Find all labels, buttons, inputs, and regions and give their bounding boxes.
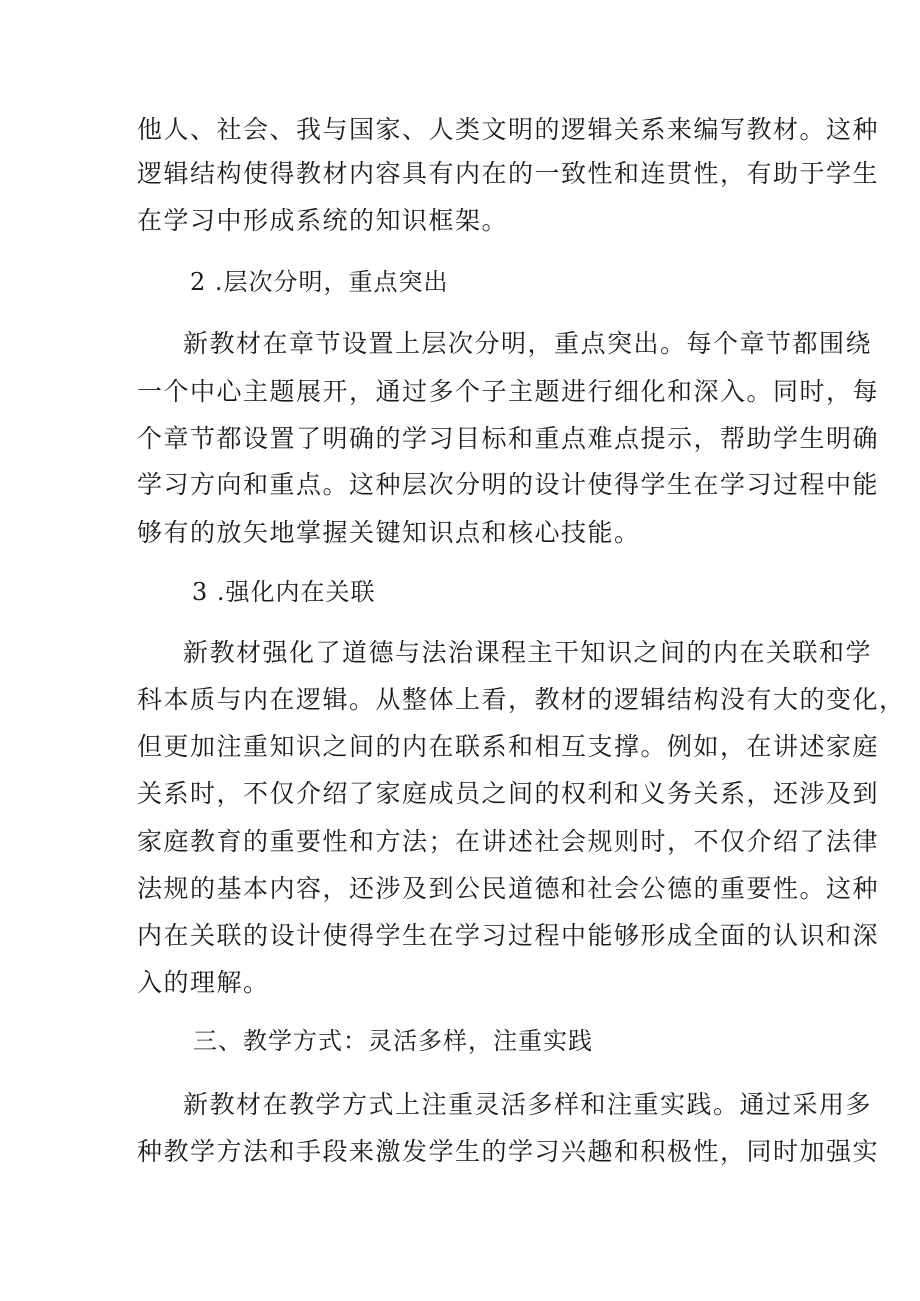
paragraph-line: 新教材强化了道德与法治课程主干知识之间的内在关联和学 <box>183 638 873 667</box>
paragraph-line: 新教材在教学方式上注重灵活多样和注重实践。通过采用多 <box>183 1090 873 1119</box>
paragraph-line: 他人、社会、我与国家、人类文明的逻辑关系来编写教材。这种 <box>137 115 880 144</box>
paragraph-line: 内在关联的设计使得学生在学习过程中能够形成全面的认识和深 <box>137 921 880 950</box>
paragraph-line: 但更加注重知识之间的内在联系和相互支撑。例如，在讲述家庭 <box>137 732 880 761</box>
paragraph-line: 种教学方法和手段来激发学生的学习兴趣和积极性，同时加强实 <box>137 1137 880 1166</box>
paragraph-line: 科本质与内在逻辑。从整体上看，教材的逻辑结构没有大的变化， <box>137 685 906 714</box>
paragraph-line: 在学习中形成系统的知识框架。 <box>137 206 509 235</box>
paragraph-line: 逻辑结构使得教材内容具有内在的一致性和连贯性，有助于学生 <box>137 159 880 188</box>
paragraph-line: 新教材在章节设置上层次分明，重点突出。每个章节都围绕 <box>183 329 873 358</box>
paragraph-line: 一个中心主题展开，通过多个子主题进行细化和深入。同时，每 <box>137 377 880 406</box>
paragraph-line: 够有的放矢地掌握关键知识点和核心技能。 <box>137 518 641 547</box>
paragraph-line: 家庭教育的重要性和方法；在讲述社会规则时，不仅介绍了法律 <box>137 827 880 856</box>
paragraph-line: 学习方向和重点。这种层次分明的设计使得学生在学习过程中能 <box>137 470 880 499</box>
subheading-2: 2 .层次分明，重点突出 <box>190 268 449 296</box>
paragraph-line: 入的理解。 <box>137 968 270 997</box>
subheading-3: 3 .强化内在关联 <box>192 578 376 606</box>
paragraph-line: 法规的基本内容，还涉及到公民道德和社会公德的重要性。这种 <box>137 874 880 903</box>
section-heading: 三、教学方式：灵活多样，注重实践 <box>193 1027 593 1055</box>
paragraph-line: 关系时，不仅介绍了家庭成员之间的权利和义务关系，还涉及到 <box>137 779 880 808</box>
paragraph-line: 个章节都设置了明确的学习目标和重点难点提示，帮助学生明确 <box>137 424 880 453</box>
